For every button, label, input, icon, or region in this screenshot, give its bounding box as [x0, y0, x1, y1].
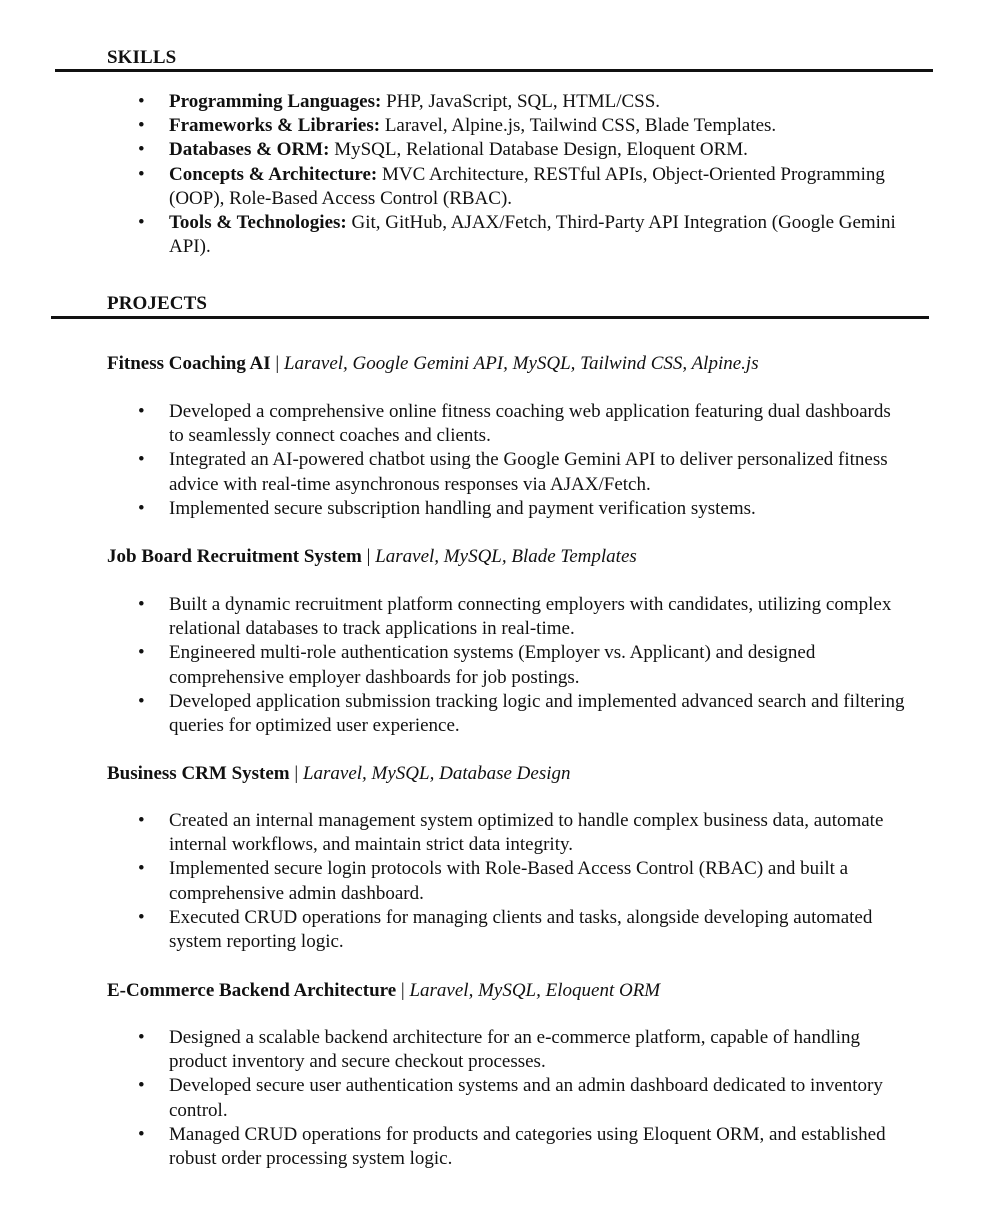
project-bullets-ecommerce: [169, 1026, 899, 1171]
project-name: Fitness Coaching AI: [107, 353, 271, 374]
skill-category: Programming Languages:: [169, 91, 382, 112]
project-bullet: • Engineered multi-role authentication systems (Employer vs. Applicant) and designed comprehensive employer dashboards for job postings.: [169, 641, 909, 689]
skill-item-tools: [169, 211, 919, 259]
skill-item-concepts: [169, 163, 919, 211]
project-bullet: • Executed CRUD operations for managing clients and tasks, alongside developing automated system reporting logic.: [169, 906, 921, 954]
project-header-crm: [107, 762, 571, 786]
project-name: E-Commerce Backend Architecture: [107, 980, 397, 1001]
project-separator: |: [361, 546, 376, 567]
skills-list: [169, 90, 919, 259]
project-bullet: • Designed a scalable backend architecture for an e-commerce platform, capable of handling product inventory and secure checkout processes.: [169, 1026, 899, 1074]
projects-rule: [51, 316, 929, 319]
skill-category: Databases & ORM:: [169, 139, 330, 161]
project-bullet: • Developed secure user authentication systems and an admin dashboard dedicated to inventory control.: [169, 1074, 899, 1122]
project-header-fitness: [107, 352, 759, 376]
skills-heading: SKILLS: [107, 47, 177, 68]
project-bullet: • Built a dynamic recruitment platform connecting employers with candidates, utilizing complex relational databases to track applications in real-time.: [169, 593, 909, 641]
project-tech-stack: Laravel, MySQL, Blade Templates: [375, 546, 637, 567]
project-tech-stack: Laravel, MySQL, Database Design: [302, 763, 571, 784]
project-bullets-fitness: [169, 400, 909, 521]
skill-item-languages: [169, 90, 919, 114]
project-bullets-crm: [169, 809, 921, 954]
skill-category: Tools & Technologies:: [169, 212, 347, 234]
project-bullet: • Created an internal management system optimized to handle complex business data, automate internal workflows, and maintain strict data integrity.: [169, 809, 921, 857]
project-tech-stack: Laravel, Google Gemini API, MySQL, Tailwind CSS, Alpine.js: [283, 353, 759, 374]
project-name: Job Board Recruitment System: [107, 546, 362, 567]
projects-heading: PROJECTS: [107, 293, 208, 314]
project-name: Business CRM System: [107, 763, 290, 784]
project-separator: |: [289, 763, 303, 784]
project-tech-stack: Laravel, MySQL, Eloquent ORM: [409, 980, 661, 1001]
project-separator: |: [396, 980, 410, 1001]
project-bullet: • Implemented secure subscription handling and payment verification systems.: [169, 497, 909, 521]
skill-text: MySQL, Relational Database Design, Eloquent ORM.: [329, 139, 748, 161]
project-bullet: • Integrated an AI-powered chatbot using the Google Gemini API to deliver personalized fitness advice with real-time asynchronous responses via AJAX/Fetch.: [169, 448, 909, 496]
project-bullet: • Developed a comprehensive online fitness coaching web application featuring dual dashboards to seamlessly connect coaches and clients.: [169, 400, 909, 448]
skill-text: Git, GitHub, AJAX/Fetch, Third-Party API Integration (Google Gemini API).: [169, 212, 896, 258]
skill-text: PHP, JavaScript, SQL, HTML/CSS.: [381, 91, 661, 112]
project-bullets-jobboard: [169, 593, 909, 738]
project-header-jobboard: [107, 545, 637, 569]
skills-rule: [55, 69, 933, 72]
project-separator: |: [270, 353, 284, 374]
project-bullet: • Implemented secure login protocols with Role-Based Access Control (RBAC) and built a comprehensive admin dashboard.: [169, 857, 921, 905]
skill-text: MVC Architecture, RESTful APIs, Object-Oriented Programming (OOP), Role-Based Access Control (RBAC).: [169, 163, 885, 209]
skill-item-frameworks: [169, 114, 919, 138]
project-bullet: • Managed CRUD operations for products and categories using Eloquent ORM, and established robust order processing system logic.: [169, 1123, 899, 1171]
skill-category: Frameworks & Libraries:: [169, 115, 381, 137]
skill-item-databases: [169, 138, 919, 162]
project-header-ecommerce: [107, 979, 660, 1003]
skill-category: Concepts & Architecture:: [169, 163, 378, 185]
project-bullet: • Developed application submission tracking logic and implemented advanced search and filtering queries for optimized user experience.: [169, 690, 909, 738]
skill-text: Laravel, Alpine.js, Tailwind CSS, Blade Templates.: [380, 115, 777, 137]
